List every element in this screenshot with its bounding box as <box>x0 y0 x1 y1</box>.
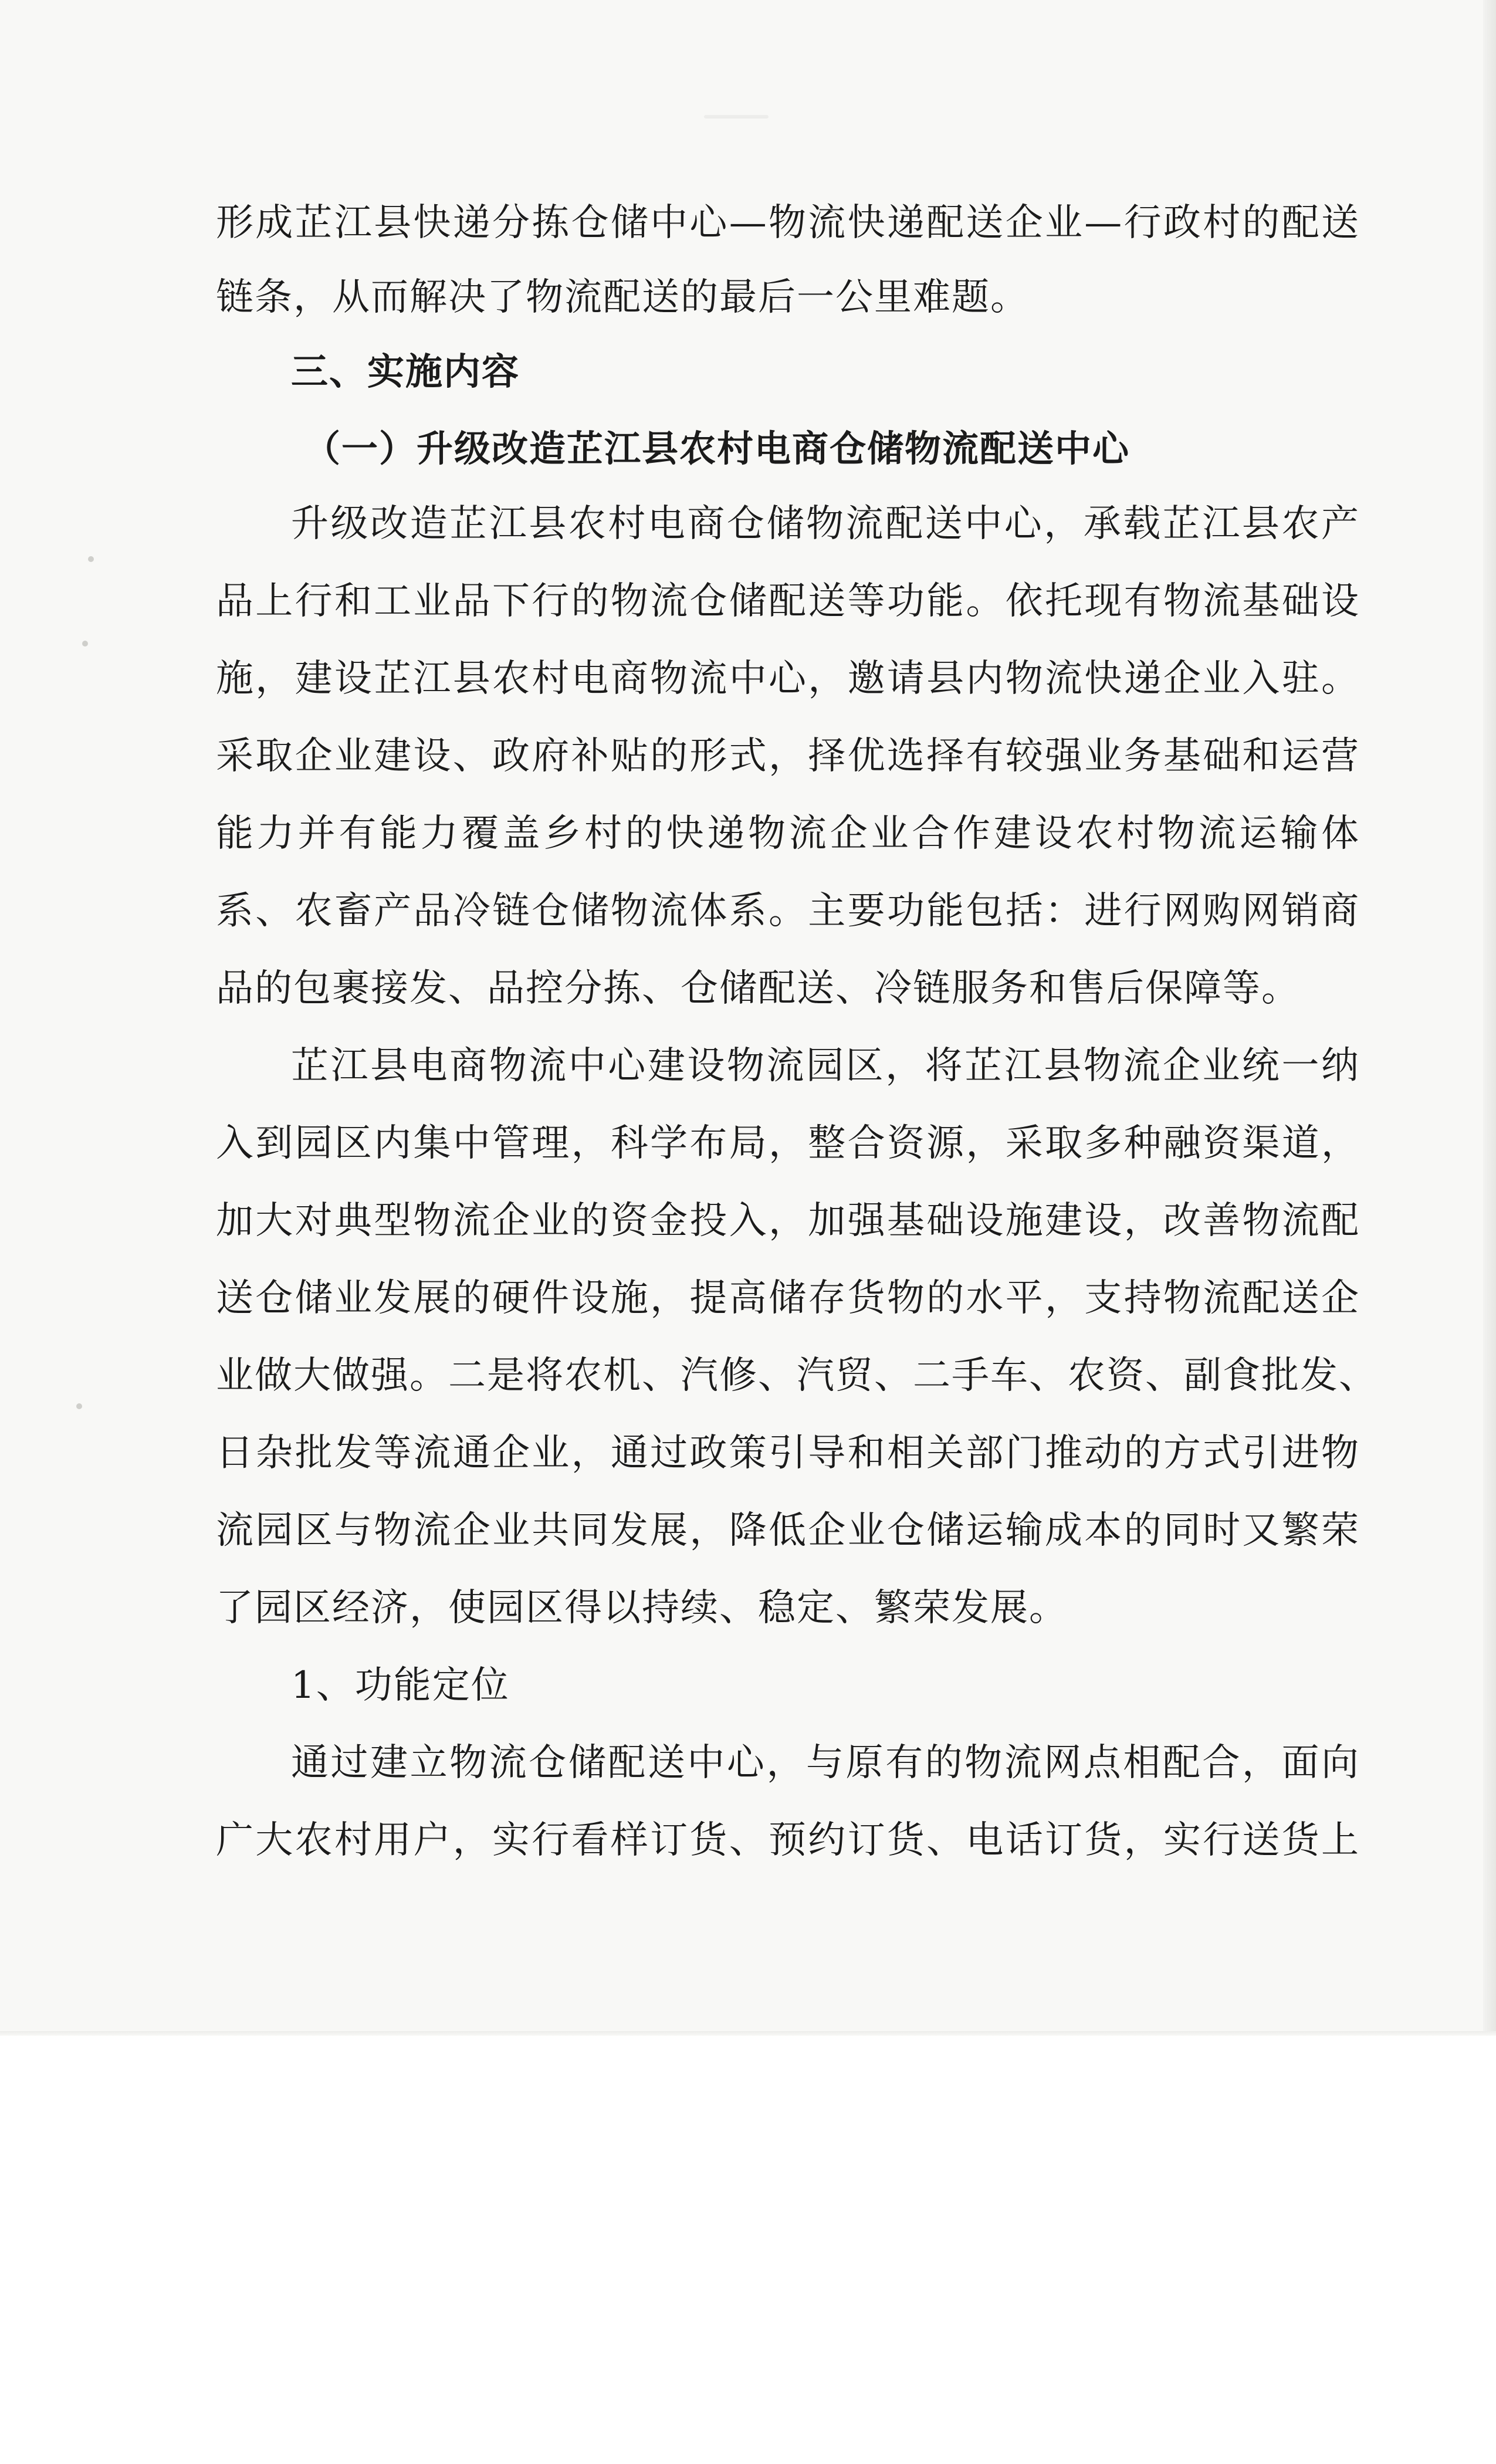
body-line: 加大对典型物流企业的资金投入，加强基础设施建设，改善物流配 <box>216 1199 1360 1243</box>
body-line: 形成芷江县快递分拣仓储中心—物流快递配送企业—行政村的配送 <box>216 201 1360 245</box>
scan-edge-shadow <box>1483 0 1496 2036</box>
binding-hole-mark <box>88 556 94 562</box>
body-line: 品的包裹接发、品控分拣、仓储配送、冷链服务和售后保障等。 <box>216 967 1300 1010</box>
body-line: 施，建设芷江县农村电商物流中心，邀请县内物流快递企业入驻。 <box>216 657 1360 700</box>
body-line: 品上行和工业品下行的物流仓储配送等功能。依托现有物流基础设 <box>216 580 1360 623</box>
binding-hole-mark <box>76 1403 82 1409</box>
body-line: 流园区与物流企业共同发展，降低企业仓储运输成本的同时又繁荣 <box>216 1509 1360 1552</box>
scan-artifact-mark <box>704 115 769 119</box>
body-line: 广大农村用户，实行看样订货、预约订货、电话订货，实行送货上 <box>216 1819 1360 1862</box>
body-line: 采取企业建设、政府补贴的形式，择优选择有较强业务基础和运营 <box>216 735 1360 778</box>
section-heading: 三、实施内容 <box>291 350 520 393</box>
body-line: 送仓储业发展的硬件设施，提高储存货物的水平，支持物流配送企 <box>216 1277 1360 1320</box>
body-line: 业做大做强。二是将农机、汽修、汽贸、二手车、农资、副食批发、 <box>216 1354 1377 1397</box>
scan-bottom-edge <box>0 2031 1496 2036</box>
body-line: 能力并有能力覆盖乡村的快递物流企业合作建设农村物流运输体 <box>216 812 1360 855</box>
body-line: 升级改造芷江县农村电商仓储物流配送中心，承载芷江县农产 <box>291 502 1360 546</box>
body-line: 系、农畜产品冷链仓储物流体系。主要功能包括：进行网购网销商 <box>216 889 1360 933</box>
body-line: 了园区经济，使园区得以持续、稳定、繁荣发展。 <box>216 1586 1068 1630</box>
body-line: 芷江县电商物流中心建设物流园区，将芷江县物流企业统一纳 <box>291 1044 1360 1088</box>
body-line: 链条，从而解决了物流配送的最后一公里难题。 <box>216 276 1029 319</box>
binding-hole-mark <box>82 641 88 647</box>
subsection-heading: （一）升级改造芷江县农村电商仓储物流配送中心 <box>304 427 1131 470</box>
body-line: 通过建立物流仓储配送中心，与原有的物流网点相配合，面向 <box>291 1741 1360 1785</box>
body-line: 日杂批发等流通企业，通过政策引导和相关部门推动的方式引进物 <box>216 1431 1360 1475</box>
body-line: 入到园区内集中管理，科学布局，整合资源，采取多种融资渠道， <box>216 1122 1360 1165</box>
item-heading: 1、功能定位 <box>291 1664 510 1707</box>
